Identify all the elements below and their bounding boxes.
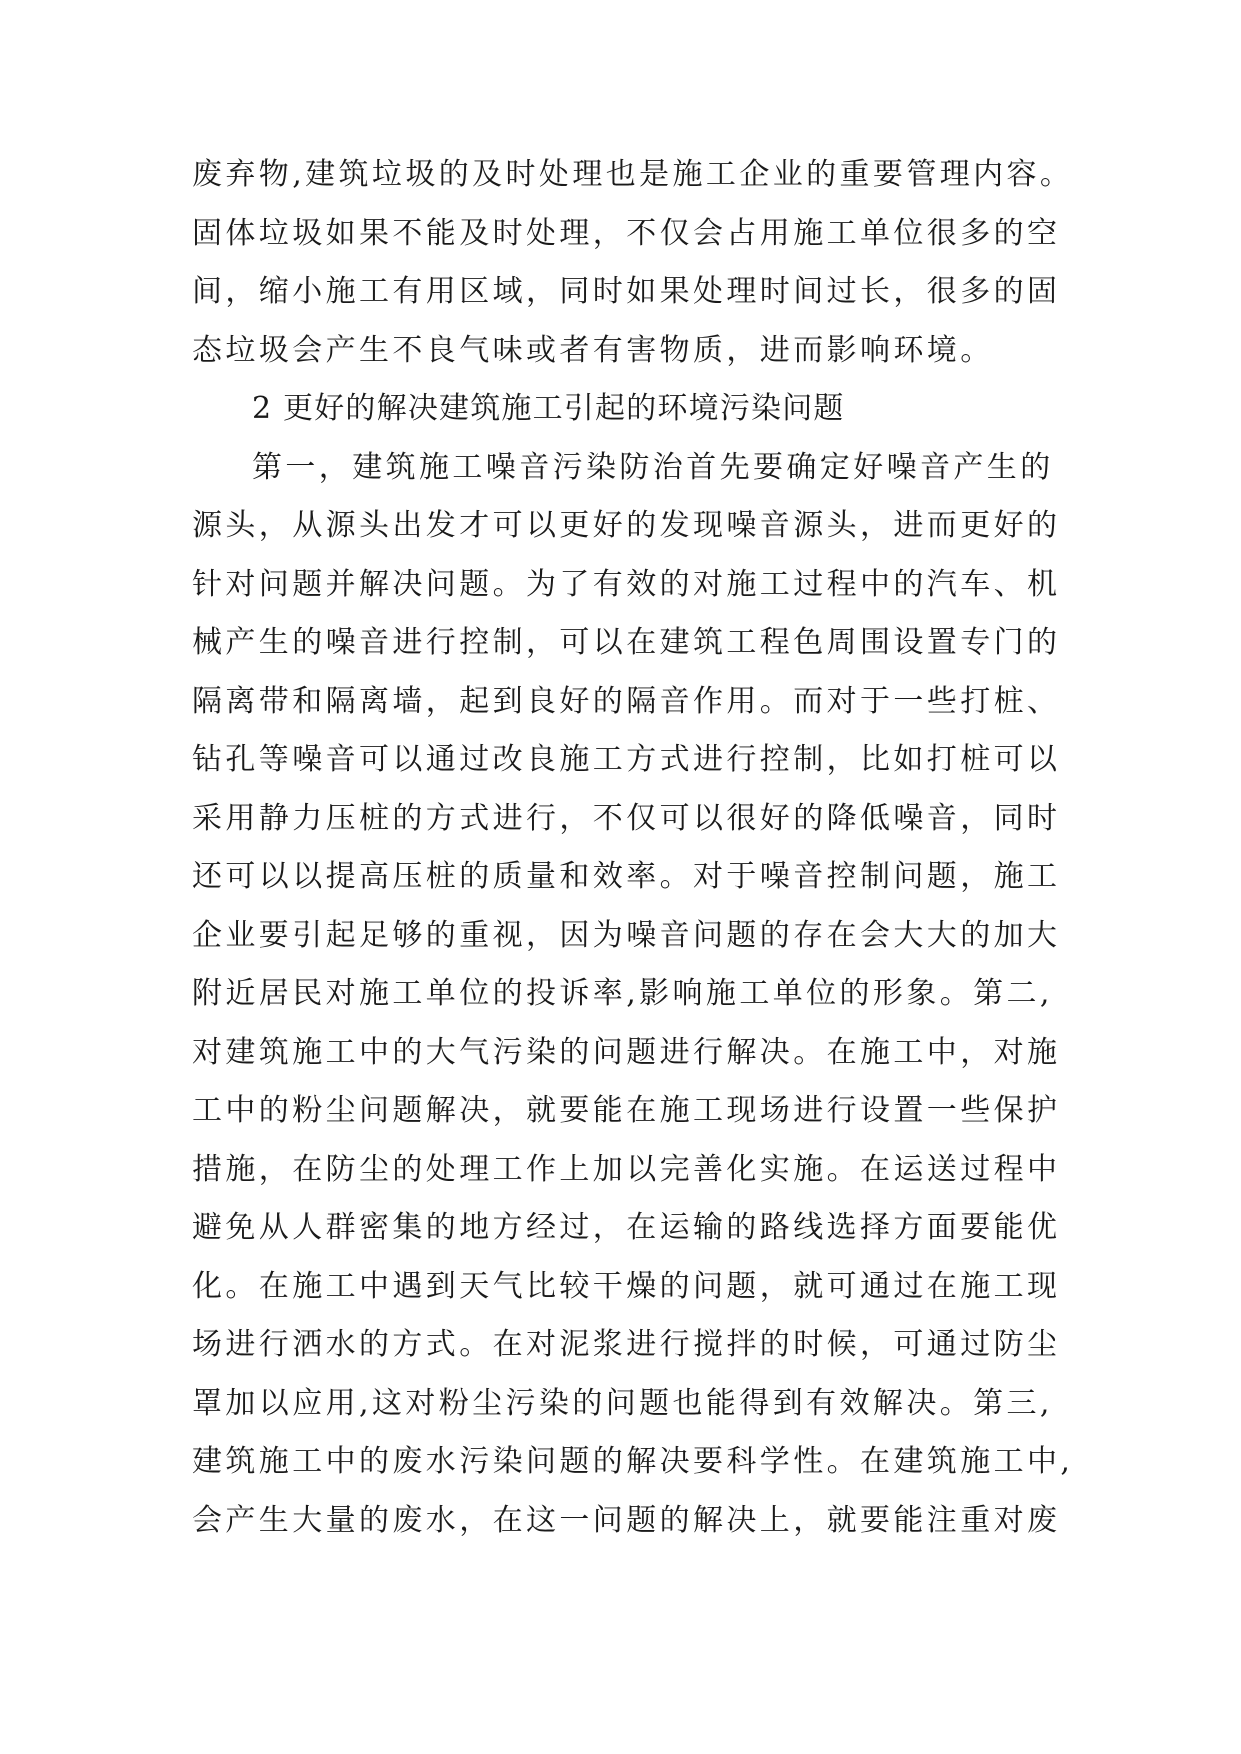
text-line: 企业要引起足够的重视，因为噪音问题的存在会大大的加大: [192, 917, 1061, 953]
text-line: 针对问题并解决问题。为了有效的对施工过程中的汽车、机: [192, 566, 1061, 602]
text-line: 采用静力压桩的方式进行，不仅可以很好的降低噪音，同时: [192, 800, 1061, 836]
text-line: 对建筑施工中的大气污染的问题进行解决。在施工中，对施: [192, 1034, 1061, 1070]
section-heading: 2 更好的解决建筑施工引起的环境污染问题: [252, 391, 845, 426]
text-line: 化。在施工中遇到天气比较干燥的问题，就可通过在施工现: [192, 1268, 1061, 1304]
text-line: 固体垃圾如果不能及时处理，不仅会占用施工单位很多的空: [192, 215, 1061, 251]
text-line: 还可以以提高压桩的质量和效率。对于噪音控制问题，施工: [192, 859, 1061, 894]
text-line: 场进行洒水的方式。在对泥浆进行搅拌的时候，可通过防尘: [192, 1327, 1061, 1362]
text-line: 措施，在防尘的处理工作上加以完善化实施。在运送过程中: [192, 1151, 1061, 1187]
text-line: 避免从人群密集的地方经过，在运输的路线选择方面要能优: [192, 1210, 1061, 1245]
text-line: 废弃物,建筑垃圾的及时处理也是施工企业的重要管理内容。: [192, 157, 1074, 192]
text-line: 罩加以应用,这对粉尘污染的问题也能得到有效解决。第三,: [192, 1385, 1053, 1421]
body-text: [192, 146, 1092, 1550]
text-line: 钻孔等噪音可以通过改良施工方式进行控制，比如打桩可以: [192, 742, 1061, 777]
text-line: 附近居民对施工单位的投诉率,影响施工单位的形象。第二,: [192, 976, 1053, 1011]
text-line: 态垃圾会产生不良气味或者有害物质，进而影响环境。: [192, 332, 994, 368]
text-line: 会产生大量的废水，在这一问题的解决上，就要能注重对废: [192, 1502, 1061, 1538]
text-line: 第一，建筑施工噪音污染防治首先要确定好噪音产生的: [252, 449, 1054, 485]
text-line: 隔离带和隔离墙，起到良好的隔音作用。而对于一些打桩、: [192, 683, 1061, 719]
text-line: 工中的粉尘问题解决，就要能在施工现场进行设置一些保护: [192, 1093, 1061, 1128]
text-line: 建筑施工中的废水污染问题的解决要科学性。在建筑施工中,: [192, 1444, 1074, 1479]
text-line: 械产生的噪音进行控制，可以在建筑工程色周围设置专门的: [192, 625, 1061, 660]
text-line: 间，缩小施工有用区域，同时如果处理时间过长，很多的固: [192, 274, 1061, 309]
text-line: 源头，从源头出发才可以更好的发现噪音源头，进而更好的: [192, 508, 1061, 543]
